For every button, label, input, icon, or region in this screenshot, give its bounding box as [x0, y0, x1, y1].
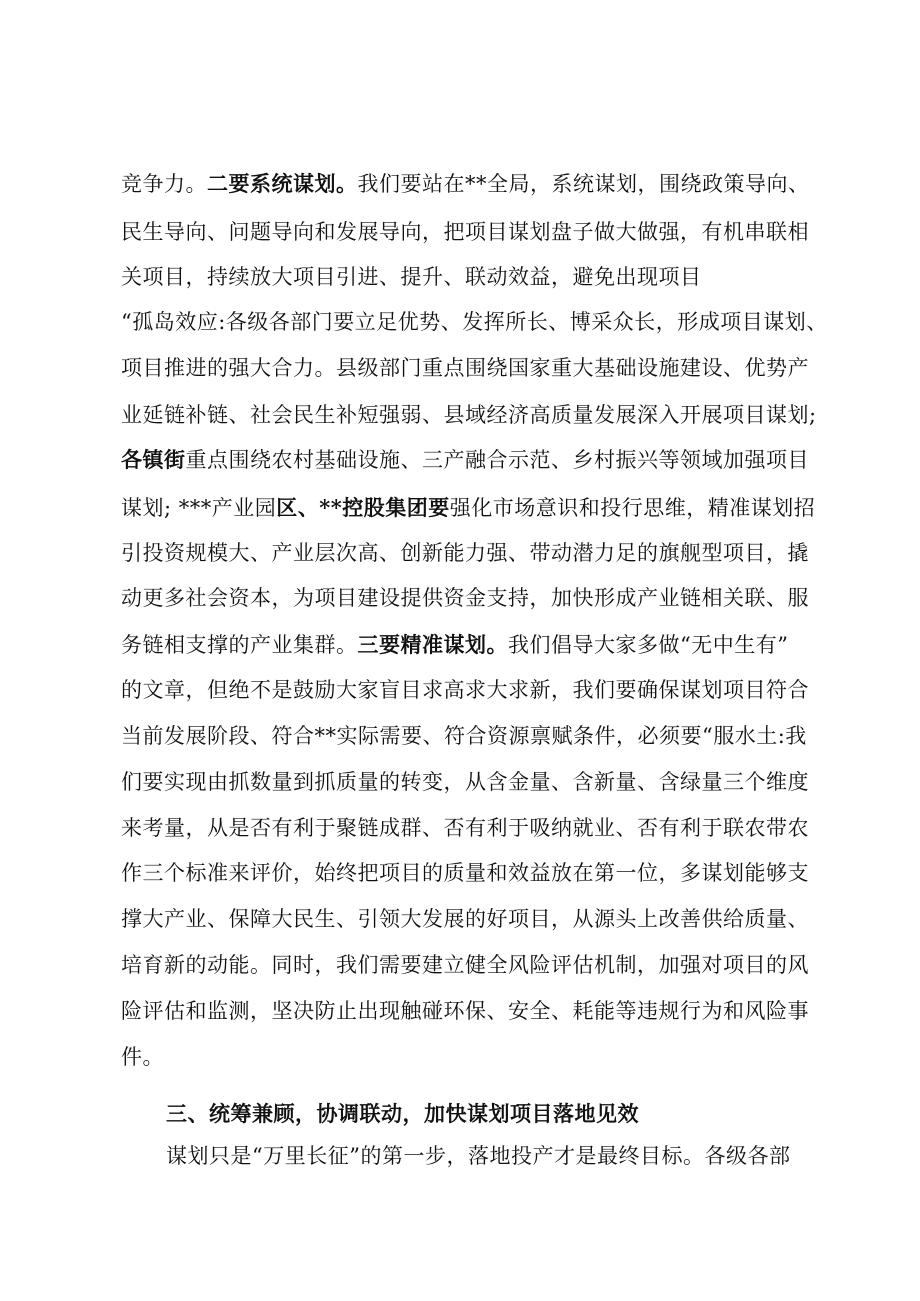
- text-line: [121, 257, 821, 297]
- body-text: 引投资规模大、产业层次高、创新能力强、带动潜力足的旗舰型项目，撬: [121, 541, 809, 565]
- body-text: 来考量，从是否有利于聚链成群、否有利于吸纳就业、否有利于联农带农: [121, 816, 809, 840]
- bold-text: 三要精准谋划。: [357, 632, 508, 657]
- bold-text: 各镇街: [121, 447, 186, 472]
- body-text: 撑大产业、保障大民生、引领大发展的好项目，从源头上改善供给质量、: [121, 907, 809, 931]
- text-line: [121, 578, 821, 618]
- bold-text: 区、**控股集团要: [276, 495, 450, 520]
- text-line: [121, 212, 821, 252]
- text-line: [121, 395, 821, 435]
- body-text: 务链相支撑的产业集群。: [121, 633, 358, 657]
- text-line: [121, 164, 821, 204]
- body-text: 当前发展阶段、符合**实际需要、符合资源禀赋条件，必须要“服水土:我: [121, 724, 807, 748]
- body-text: 险评估和监测，坚决防止出现触碰环保、安全、耗能等违规行为和风险事: [121, 999, 809, 1023]
- text-line: [121, 853, 821, 893]
- text-line: [121, 348, 821, 388]
- text-line: [121, 302, 828, 342]
- text-line: [121, 1037, 821, 1077]
- body-text: 关项目，持续放大项目引进、提升、联动效益，避免出现项目: [121, 265, 702, 289]
- body-text: 我们倡导大家多做“无中生有”: [508, 633, 789, 657]
- body-text: 业延链补链、社会民生补短强弱、县域经济高质量发展深入开展项目谋划;: [121, 403, 817, 427]
- body-text: 件。: [121, 1045, 164, 1069]
- body-text: 我们要站在**全局，系统谋划，围绕政策导向、: [357, 172, 810, 196]
- body-text: 重点围绕农村基础设施、三产融合示范、乡村振兴等领域加强项目: [185, 448, 809, 472]
- text-line: [121, 716, 821, 756]
- bold-text: 二要系统谋划。: [207, 171, 358, 196]
- body-text: 动更多社会资本，为项目建设提供资金支持，加快形成产业链相关联、服: [121, 586, 809, 610]
- text-line: [121, 899, 821, 939]
- body-text: 作三个标准来评价，始终把项目的质量和效益放在第一位，多谋划能够支: [121, 861, 809, 885]
- text-line: [121, 625, 821, 665]
- text-line: [121, 945, 821, 985]
- body-text: 项目推进的强大合力。县级部门重点围绕国家重大基础设施建设、优势产: [121, 356, 809, 380]
- body-text: 们要实现由抓数量到抓质量的转变，从含金量、含新量、含绿量三个维度: [121, 770, 809, 794]
- body-text: “孤岛效应:各级各部门要立足优势、发挥所长、博采众长，形成项目谋划、: [121, 310, 828, 334]
- section-heading: 三、统筹兼顾，协调联动，加快谋划项目落地见效: [166, 1101, 639, 1126]
- body-text: 竞争力。: [121, 172, 207, 196]
- body-text: 强化市场意识和投行思维，精准谋划招: [449, 496, 816, 520]
- text-line: [121, 533, 821, 573]
- body-text: 民生导向、问题导向和发展导向，把项目谋划盘子做大做强，有机串联相: [121, 220, 809, 244]
- text-line: [121, 762, 821, 802]
- text-line: [121, 991, 821, 1031]
- paragraph-first-line: 谋划只是“万里长征”的第一步，落地投产才是最终目标。各级各部: [166, 1144, 791, 1168]
- text-line: [121, 440, 821, 480]
- body-text: 的文章，但绝不是鼓励大家盲目求高求大求新，我们要确保谋划项目符合: [121, 678, 809, 702]
- text-line: [121, 488, 821, 528]
- body-text: 谋划; ***产业园: [121, 496, 277, 520]
- text-line: [121, 670, 821, 710]
- body-text: 培育新的动能。同时，我们需要建立健全风险评估机制，加强对项目的风: [121, 953, 809, 977]
- text-line: [121, 808, 821, 848]
